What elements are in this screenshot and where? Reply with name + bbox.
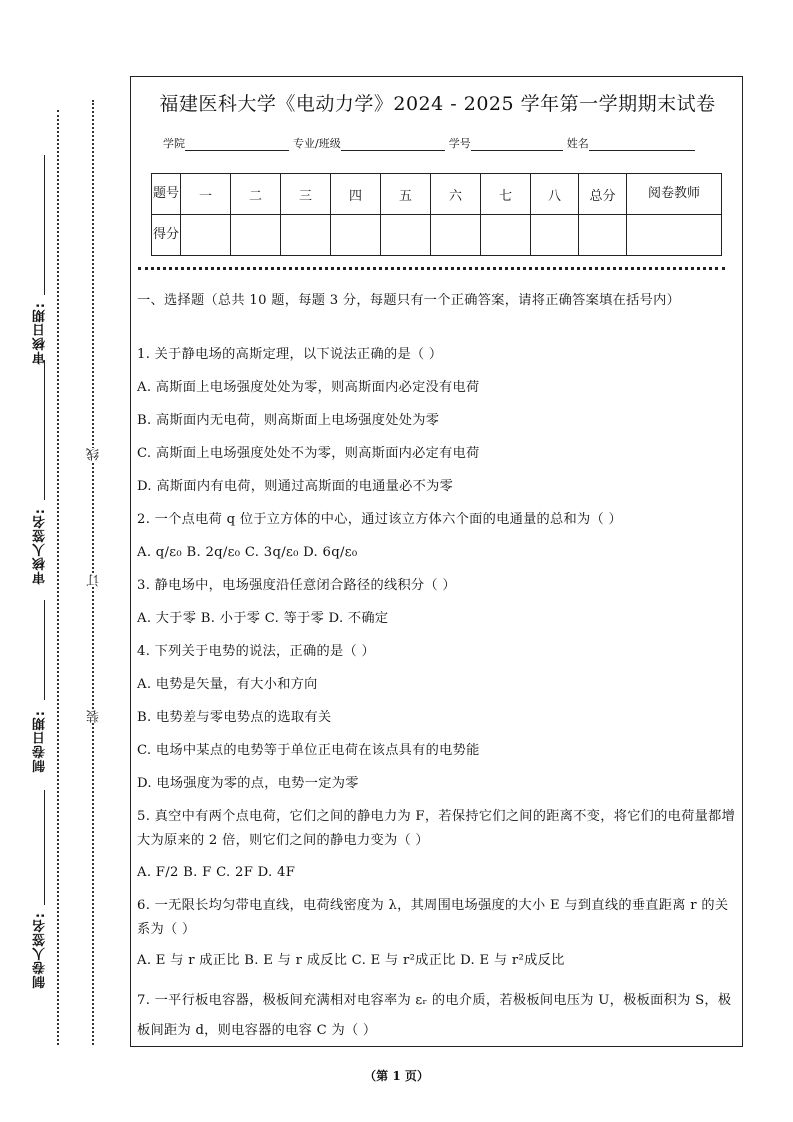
question-4-option-d: D. 电场强度为零的点，电势一定为零 — [137, 776, 359, 791]
student-info-row — [163, 135, 699, 151]
question-6-stem: 6. 一无限长均匀带电直线，电荷线密度为 λ，其周围电场强度的大小 E 与到直线的垂直距离 r 的关系为（ ） — [137, 898, 729, 937]
question-1-stem: 1. 关于静电场的高斯定理，以下说法正确的是（ ） — [137, 347, 443, 362]
review-date-label: 审核日期: — [33, 302, 48, 365]
question-6-options: A. E 与 r 成正比 B. E 与 r 成反比 C. E 与 r²成正比 D. E 与 r²成反比 — [137, 953, 565, 968]
score-cell-2[interactable] — [231, 215, 281, 256]
question-1-option-a: A. 高斯面上电场强度处处为零，则高斯面内必定没有电荷 — [137, 380, 480, 395]
col-1: 一 — [181, 174, 231, 215]
compiler-signature-label: 制卷人签名: — [33, 912, 48, 989]
binding-dotted-line — [92, 100, 94, 1045]
score-cell-3[interactable] — [281, 215, 331, 256]
question-5-options: A. F/2 B. F C. 2F D. 4F — [137, 865, 296, 880]
exam-frame — [130, 76, 743, 1047]
col-8: 八 — [531, 174, 579, 215]
score-cell-5[interactable] — [381, 215, 431, 256]
score-cell-6[interactable] — [431, 215, 481, 256]
col-5: 五 — [381, 174, 431, 215]
section-heading: 一、选择题（总共 10 题，每题 3 分，每题只有一个正确答案，请将正确答案填在括号内） — [137, 293, 681, 308]
col-4: 四 — [331, 174, 381, 215]
signature-dotted-line — [57, 110, 59, 1045]
col-grader: 阅卷教师 — [627, 174, 722, 215]
col-total: 总分 — [579, 174, 627, 215]
score-cell-grader[interactable] — [627, 215, 722, 256]
score-cell-1[interactable] — [181, 215, 231, 256]
score-cell-4[interactable] — [331, 215, 381, 256]
score-table — [151, 173, 722, 256]
score-table-score-row — [152, 215, 722, 256]
major-class-field[interactable] — [341, 138, 445, 151]
review-date-line — [44, 155, 45, 295]
question-7-stem: 7. 一平行板电容器，极板间充满相对电容率为 εᵣ 的电介质，若极板间电压为 U，极板面积为 S，极板间距为 d，则电容器的电容 C 为（ ） — [137, 993, 732, 1038]
col-7: 七 — [481, 174, 531, 215]
binding-mark-staple: 订 — [87, 574, 102, 587]
exam-title: 福建医科大学《电动力学》2024 - 2025 学年第一学期期末试卷 — [159, 93, 716, 115]
question-1-option-b: B. 高斯面内无电荷，则高斯面上电场强度处处为零 — [137, 413, 440, 428]
question-1-option-c: C. 高斯面上电场强度处处不为零，则高斯面内必定有电荷 — [137, 446, 480, 461]
question-4-stem: 4. 下列关于电势的说法，正确的是（ ） — [137, 644, 375, 659]
score-table-header-row — [152, 174, 722, 215]
col-6: 六 — [431, 174, 481, 215]
reviewer-signature-line — [44, 360, 45, 500]
score-label: 得分 — [152, 215, 181, 256]
page-number: （第 1 页） — [364, 1069, 429, 1083]
col-2: 二 — [231, 174, 281, 215]
name-label: 姓名 — [566, 137, 589, 150]
name-field[interactable] — [589, 138, 695, 151]
major-class-label: 专业/班级 — [293, 137, 341, 150]
header-separator — [138, 267, 725, 270]
question-number-label: 题号 — [152, 174, 181, 215]
college-label: 学院 — [163, 137, 185, 150]
binding-mark-line: 线 — [87, 448, 102, 461]
student-id-field[interactable] — [471, 138, 563, 151]
binding-mark-bind: 装 — [87, 710, 102, 723]
score-cell-8[interactable] — [531, 215, 579, 256]
score-cell-total[interactable] — [579, 215, 627, 256]
student-id-label: 学号 — [448, 137, 471, 150]
question-3-options: A. 大于零 B. 小于零 C. 等于零 D. 不确定 — [137, 611, 389, 626]
question-4-option-a: A. 电势是矢量，有大小和方向 — [137, 677, 318, 692]
college-field[interactable] — [185, 138, 289, 151]
question-3-stem: 3. 静电场中，电场强度沿任意闭合路径的线积分（ ） — [137, 578, 456, 593]
question-2-options: A. q/ε₀ B. 2q/ε₀ C. 3q/ε₀ D. 6q/ε₀ — [137, 545, 358, 560]
question-4-option-b: B. 电势差与零电势点的选取有关 — [137, 710, 332, 725]
col-3: 三 — [281, 174, 331, 215]
compile-date-line — [44, 600, 45, 700]
question-2-stem: 2. 一个点电荷 q 位于立方体的中心，通过该立方体六个面的电通量的总和为（ ） — [137, 512, 622, 527]
compiler-signature-line — [44, 790, 45, 905]
reviewer-signature-label: 审核人签名: — [33, 508, 48, 585]
question-1-option-d: D. 高斯面内有电荷，则通过高斯面的电通量必不为零 — [137, 479, 454, 494]
compile-date-label: 制卷日期: — [33, 710, 48, 773]
score-cell-7[interactable] — [481, 215, 531, 256]
question-4-option-c: C. 电场中某点的电势等于单位正电荷在该点具有的电势能 — [137, 743, 480, 758]
question-5-stem: 5. 真空中有两个点电荷，它们之间的静电力为 F，若保持它们之间的距离不变，将它们的电荷量都增大为原来的 2 倍，则它们之间的静电力变为（ ） — [137, 809, 736, 848]
